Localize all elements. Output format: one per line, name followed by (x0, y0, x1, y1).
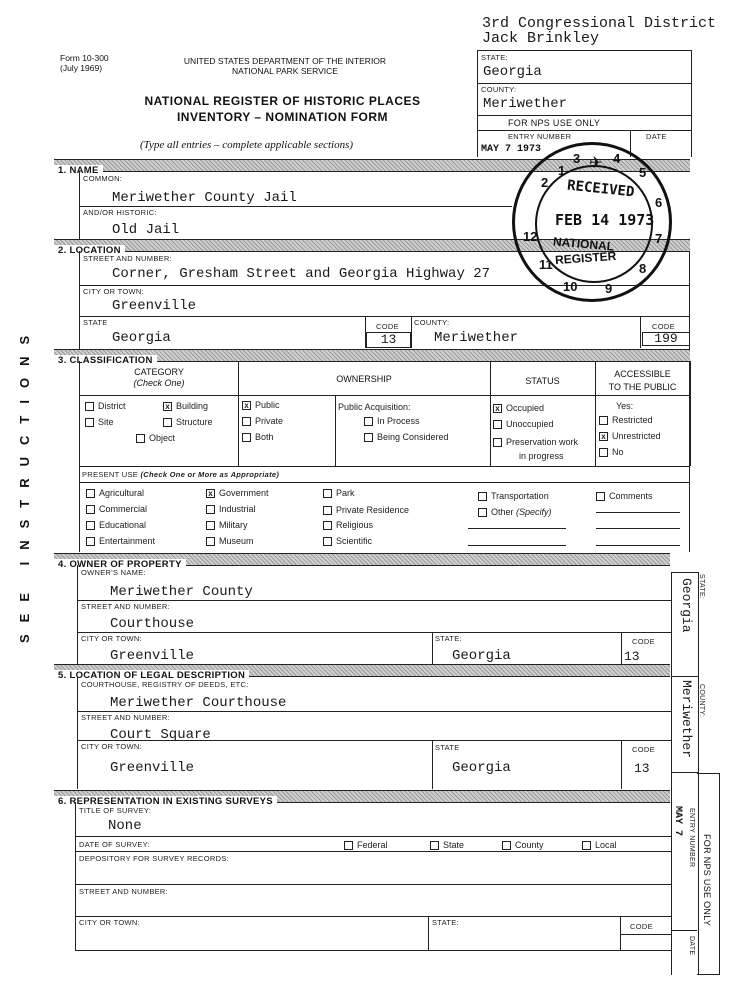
opt-restricted[interactable] (599, 415, 653, 425)
owner-state-label: STATE: (435, 634, 462, 643)
stamp-ring-11: 11 (539, 257, 553, 272)
county-label: COUNTY: (414, 318, 450, 327)
use-educational[interactable] (86, 520, 146, 530)
strip-divider-1 (672, 676, 698, 677)
owner-code: 13 (624, 649, 640, 664)
opt-both-label: Both (255, 432, 274, 442)
received-stamp (512, 142, 672, 302)
sec6-divider-5 (428, 916, 429, 950)
opt-unoccupied[interactable] (493, 419, 554, 429)
location-state: Georgia (112, 330, 171, 346)
title-line-1: NATIONAL REGISTER OF HISTORIC PLACES (144, 94, 421, 108)
sec5-left-border (77, 676, 78, 789)
use-other-label: Other (491, 507, 514, 517)
sec6-divider-3 (75, 884, 671, 885)
opt-no[interactable] (599, 447, 624, 457)
stamp-ring-9: 9 (605, 281, 613, 296)
section-4-title: 4. OWNER OF PROPERTY (54, 559, 186, 570)
header-county-label: COUNTY: (481, 85, 517, 94)
owner-street: Courthouse (110, 616, 195, 632)
comments-line-1 (596, 512, 680, 513)
strip-state: Georgia (679, 578, 694, 633)
strip-stamp: MAY 7 (672, 806, 683, 837)
state-label: STATE (83, 318, 108, 327)
ownership-label: OWNERSHIP (336, 374, 392, 384)
opt-building-mark: x (163, 402, 172, 411)
sec2-divider-4 (411, 316, 412, 348)
sec6-left-border (75, 802, 76, 950)
opt-considered-label: Being Considered (377, 432, 449, 442)
common-name: Meriwether County Jail (112, 190, 297, 206)
header-state-value: Georgia (483, 64, 542, 80)
stamp-received: RECEIVED (566, 177, 636, 201)
right-strip (671, 572, 705, 975)
city-label: CITY OR TOWN: (83, 287, 144, 296)
owner-city-label: CITY OR TOWN: (81, 634, 142, 643)
present-use-divider (79, 466, 690, 467)
sec5-divider-4 (621, 740, 622, 789)
survey-street-label: STREET AND NUMBER: (79, 887, 169, 896)
survey-local[interactable] (582, 840, 617, 850)
opt-object-label: Object (149, 433, 176, 443)
survey-state-label: STATE: (432, 918, 459, 927)
comments-line-3 (596, 545, 680, 546)
owner-name: Meriwether County (110, 584, 253, 600)
use-entertainment-label: Entertainment (99, 536, 156, 546)
state-code: 13 (366, 332, 411, 348)
strip-county-label: COUNTY: (698, 684, 705, 718)
sec2-left-border (79, 251, 80, 349)
sec4-divider-2 (77, 632, 671, 633)
opt-restricted-label: Restricted (612, 415, 653, 425)
form-date-text: (July 1969) (60, 63, 103, 73)
opt-preservation[interactable] (493, 435, 578, 463)
opt-structure[interactable] (163, 417, 213, 427)
use-park-label: Park (336, 488, 355, 498)
use-government-mark: x (206, 489, 215, 498)
present-use-label (82, 470, 279, 479)
opt-in-process-label: In Process (377, 416, 420, 426)
stamp-arrow-icon: ✈ (589, 155, 603, 172)
use-scientific-label: Scientific (336, 536, 373, 546)
sec3-left-border (79, 466, 80, 552)
sec2-divider-2 (80, 316, 690, 317)
county-code-label: CODE (652, 322, 675, 331)
sec6-bottom (75, 950, 671, 951)
opt-occupied-label: Occupied (506, 403, 545, 413)
status-label: STATUS (525, 376, 560, 386)
opt-public-mark: x (242, 401, 251, 410)
stamp-ring-10: 10 (563, 279, 578, 294)
opt-object[interactable] (136, 433, 175, 443)
present-use-title: PRESENT USE (82, 470, 139, 479)
opt-being-considered[interactable] (364, 432, 449, 442)
sec2-right-border (689, 251, 690, 349)
opt-private[interactable] (242, 416, 283, 426)
type-instructions: (Type all entries – complete applicable sections) (140, 139, 354, 151)
header-divider-3 (478, 130, 691, 131)
use-other-sub: (Specify) (516, 507, 552, 517)
owner-state: Georgia (452, 648, 511, 664)
stamp-ring-12: 12 (523, 229, 538, 244)
strip-top (672, 572, 698, 573)
sec4-divider-4 (621, 632, 622, 665)
sec4-left-border (77, 565, 78, 665)
opt-unrestricted-mark: x (599, 432, 608, 441)
common-label: COMMON: (83, 174, 123, 183)
header-divider-2 (478, 115, 691, 116)
strip-divider-3 (671, 930, 697, 931)
depository-label: DEPOSITORY FOR SURVEY RECORDS: (79, 854, 230, 863)
section-2-title: 2. LOCATION (54, 245, 125, 256)
stamp-national: NATIONAL (552, 234, 615, 254)
header-entry-stamp: MAY 7 1973 (481, 144, 542, 155)
form-number-text: Form 10-300 (60, 53, 109, 63)
use-government-label: Government (219, 488, 269, 498)
sec2-divider-5 (640, 316, 641, 348)
district-annotation (482, 16, 716, 46)
department-name: UNITED STATES DEPARTMENT OF THE INTERIOR (183, 56, 387, 66)
sec6-divider-4 (75, 916, 671, 917)
survey-county-label: County (515, 840, 544, 850)
present-use-divider-2 (79, 482, 690, 483)
strip-nps-box (697, 773, 720, 975)
sec5-divider-2 (77, 740, 671, 741)
survey-federal-label: Federal (357, 840, 388, 850)
court-city: Greenville (110, 760, 195, 776)
opt-district[interactable] (85, 401, 126, 411)
title-line-2: INVENTORY – NOMINATION FORM (176, 110, 389, 124)
court-street: Court Square (110, 727, 211, 743)
header-county-value: Meriwether (483, 96, 568, 112)
header-date-label: DATE (646, 132, 667, 141)
use-museum[interactable] (206, 536, 254, 546)
opt-preservation-label-1: Preservation work (506, 437, 579, 447)
survey-county[interactable] (502, 840, 544, 850)
stamp-ring-4: 4 (613, 151, 621, 166)
agency-header (140, 56, 430, 76)
strip-entry-label: ENTRY NUMBER (688, 808, 695, 868)
stamp-ring-8: 8 (639, 261, 647, 276)
use-government[interactable] (206, 488, 269, 498)
location-county: Meriwether (434, 330, 519, 346)
stamp-ring-6: 6 (655, 195, 663, 210)
survey-code-label: CODE (630, 922, 653, 931)
use-private-residence[interactable] (323, 505, 409, 515)
court-label: COURTHOUSE, REGISTRY OF DEEDS, ETC: (81, 680, 249, 689)
sec6-divider-1 (75, 836, 671, 837)
use-educational-label: Educational (99, 520, 147, 530)
section-4-heading (54, 553, 670, 570)
opt-no-label: No (612, 447, 624, 457)
historic-name: Old Jail (112, 222, 180, 238)
see-instructions-text: SEE INSTRUCTIONS (17, 323, 32, 643)
other-line-2 (468, 545, 566, 546)
court-state: Georgia (452, 760, 511, 776)
opt-structure-label: Structure (176, 417, 213, 427)
header-nps-label: FOR NPS USE ONLY (508, 118, 601, 128)
opt-private-label: Private (255, 416, 284, 426)
district-text: 3rd Congressional District (482, 15, 717, 32)
opt-occupied-mark: x (493, 404, 502, 413)
form-title (110, 93, 455, 125)
owner-code-label: CODE (632, 637, 655, 646)
owner-city: Greenville (110, 648, 195, 664)
access-yes-label: Yes: (616, 401, 634, 411)
survey-title: None (108, 818, 142, 834)
use-transportation[interactable] (478, 491, 549, 501)
section-5-heading (54, 664, 670, 681)
category-title: CATEGORY (134, 367, 184, 377)
access-title-2: TO THE PUBLIC (608, 382, 677, 392)
strip-county: Meriwether (679, 680, 694, 759)
sec1-divider (80, 206, 512, 207)
use-transportation-label: Transportation (491, 491, 549, 501)
opt-in-process[interactable] (364, 416, 420, 426)
sec6-divider-6 (620, 916, 621, 950)
court-city-label: CITY OR TOWN: (81, 742, 142, 751)
class-own-div (335, 395, 336, 466)
use-scientific[interactable] (323, 536, 372, 546)
use-religious-label: Religious (336, 520, 374, 530)
sec3-right-border (689, 361, 690, 552)
opt-unrestricted[interactable] (599, 431, 661, 441)
stamp-ring-7: 7 (655, 231, 663, 246)
use-museum-label: Museum (219, 536, 254, 546)
section-5-title: 5. LOCATION OF LEGAL DESCRIPTION (54, 670, 249, 681)
class-head-div (80, 395, 690, 396)
strip-nps: FOR NPS USE ONLY (702, 834, 712, 927)
category-sub: (Check One) (133, 378, 185, 388)
historic-label: AND/OR HISTORIC: (83, 208, 157, 217)
present-use-sub: (Check One or More as Appropriate) (140, 470, 280, 479)
opt-both[interactable] (242, 432, 274, 442)
header-divider-1 (478, 83, 691, 84)
section-3-title: 3. CLASSIFICATION (54, 355, 157, 366)
use-comments[interactable] (596, 491, 653, 501)
sec4-divider-3 (432, 632, 433, 665)
opt-unoccupied-label: Unoccupied (506, 419, 554, 429)
representative-name: Jack Brinkley (482, 30, 600, 47)
court-code-label: CODE (632, 745, 655, 754)
use-commercial-label: Commercial (99, 504, 148, 514)
stamp-register: REGISTER (554, 248, 617, 268)
opt-public-label: Public (255, 400, 280, 410)
opt-building-label: Building (176, 401, 209, 411)
owner-name-label: OWNER'S NAME: (81, 568, 146, 577)
sec6-divider-7 (620, 934, 671, 935)
comments-line-2 (596, 528, 680, 529)
opt-unrestricted-label: Unrestricted (612, 431, 661, 441)
use-religious[interactable] (323, 520, 373, 530)
use-military-label: Military (219, 520, 248, 530)
opt-public[interactable] (242, 400, 280, 410)
header-box (477, 50, 692, 157)
use-agricultural[interactable] (86, 488, 144, 498)
sec4-divider-1 (77, 600, 671, 601)
strip-state-label: STATE: (698, 574, 705, 600)
survey-state[interactable] (430, 840, 464, 850)
court-code: 13 (634, 761, 650, 776)
opt-site-label: Site (98, 417, 114, 427)
access-title-1: ACCESSIBLE (614, 369, 671, 379)
strip-date-label: DATE (688, 936, 695, 956)
location-street: Corner, Gresham Street and Georgia Highway 27 (112, 266, 491, 282)
use-commercial[interactable] (86, 504, 147, 514)
county-code: 199 (642, 332, 690, 346)
header-state-label: STATE: (481, 53, 508, 62)
stamp-ring-1: 1 (558, 163, 566, 178)
classification-grid (79, 361, 691, 466)
section-1-title: 1. NAME (54, 165, 103, 176)
use-park[interactable] (323, 488, 355, 498)
section-6-heading (54, 790, 670, 807)
use-industrial-label: Industrial (219, 504, 256, 514)
court-name: Meriwether Courthouse (110, 695, 287, 711)
section-6-title: 6. REPRESENTATION IN EXISTING SURVEYS (54, 796, 277, 807)
use-residence-label: Private Residence (336, 505, 410, 515)
survey-federal[interactable] (344, 840, 388, 850)
court-street-label: STREET AND NUMBER: (81, 713, 171, 722)
use-industrial[interactable] (206, 504, 256, 514)
survey-local-label: Local (595, 840, 617, 850)
survey-date-label: DATE OF SURVEY: (79, 840, 150, 849)
survey-state-label: State (443, 840, 465, 850)
opt-preservation-label-2: in progress (519, 451, 564, 461)
form-number (60, 53, 109, 73)
stamp-date: FEB 14 1973 (555, 211, 655, 229)
use-entertainment[interactable] (86, 536, 155, 546)
acquisition-label: Public Acquisition: (338, 402, 411, 412)
other-line-1 (468, 528, 566, 529)
location-city: Greenville (112, 298, 197, 314)
use-comments-label: Comments (609, 491, 653, 501)
category-label (80, 367, 238, 389)
opt-occupied[interactable] (493, 403, 544, 413)
street-label: STREET AND NUMBER: (83, 254, 173, 263)
strip-divider-2 (672, 772, 698, 773)
access-label (595, 368, 690, 394)
stamp-ring-5: 5 (639, 165, 647, 180)
sec5-divider-1 (77, 711, 671, 712)
service-name: NATIONAL PARK SERVICE (232, 66, 338, 76)
sec6-divider-2 (75, 851, 671, 852)
survey-city-label: CITY OR TOWN: (79, 918, 140, 927)
stamp-ring-3: 3 (573, 151, 581, 166)
use-agricultural-label: Agricultural (99, 488, 145, 498)
state-code-label: CODE (376, 322, 399, 331)
opt-building[interactable] (163, 401, 208, 411)
survey-title-label: TITLE OF SURVEY: (79, 806, 152, 815)
sec5-divider-3 (432, 740, 433, 789)
use-other[interactable] (478, 507, 552, 517)
header-entry-label: ENTRY NUMBER (508, 132, 572, 141)
court-state-label: STATE (435, 743, 460, 752)
sec1-left-border (79, 171, 80, 239)
stamp-ring-2: 2 (541, 175, 549, 190)
owner-street-label: STREET AND NUMBER: (81, 602, 171, 611)
opt-site[interactable] (85, 417, 114, 427)
opt-district-label: District (98, 401, 126, 411)
use-military[interactable] (206, 520, 248, 530)
